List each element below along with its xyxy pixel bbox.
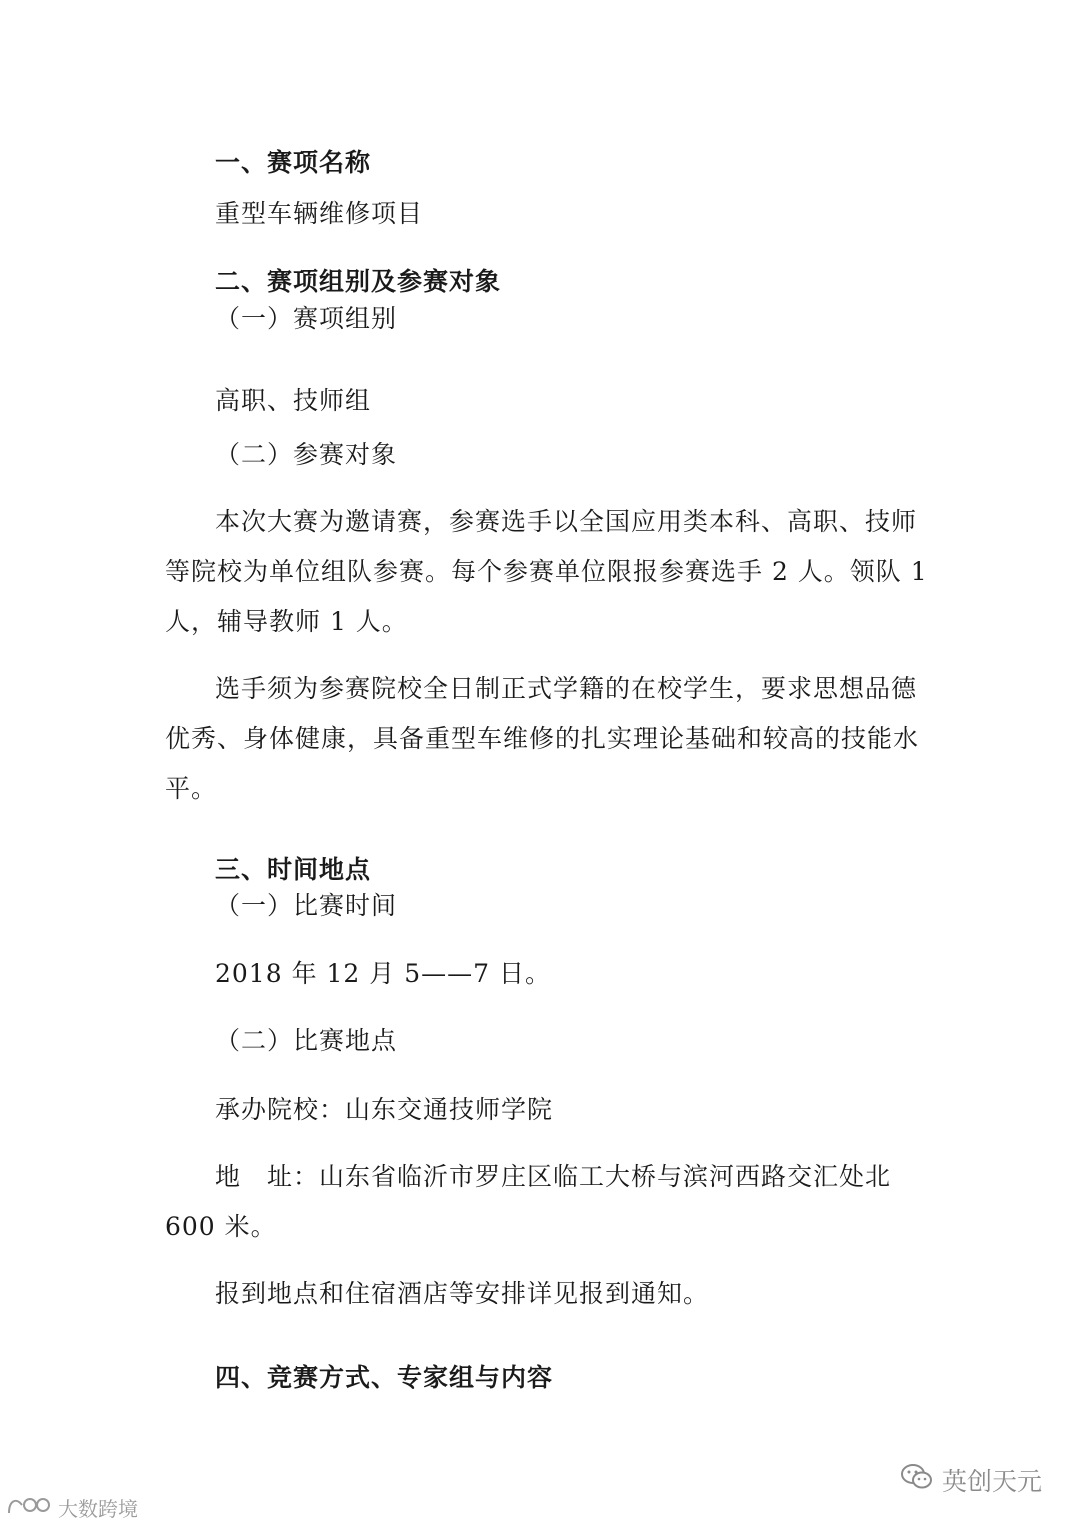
section-3-address-line-2: 600 米。 [165, 1212, 277, 1241]
section-3-host: 承办院校：山东交通技师学院 [215, 1095, 554, 1124]
section-3-title: 三、时间地点 [215, 855, 372, 884]
section-3-note: 报到地点和住宿酒店等安排详见报到通知。 [215, 1279, 710, 1308]
section-2-subtitle-1-text: 高职、技师组 [215, 386, 372, 415]
paragraph-2-line-3: 平。 [165, 774, 218, 803]
section-2-title: 二、赛项组别及参赛对象 [215, 267, 502, 296]
section-3-subtitle-2: （二）比赛地点 [215, 1026, 398, 1055]
section-1-title: 一、赛项名称 [215, 148, 372, 177]
section-4-title: 四、竞赛方式、专家组与内容 [215, 1363, 554, 1392]
watermark-left-text: 大数跨境 [58, 1496, 138, 1521]
watermark-left [6, 1490, 138, 1524]
paragraph-1-line-2: 等院校为单位组队参赛。每个参赛单位限报参赛选手 2 人。领队 1 [165, 557, 928, 586]
section-3-address-line-1: 地 址：山东省临沂市罗庄区临工大桥与滨河西路交汇处北 [215, 1162, 892, 1191]
section-1-text: 重型车辆维修项目 [215, 199, 424, 228]
section-2-subtitle-2: （二）参赛对象 [215, 440, 398, 469]
wechat-icon [900, 1462, 934, 1498]
section-3-time: 2018 年 12 月 5——7 日。 [215, 959, 551, 988]
watermark-right [900, 1460, 1042, 1500]
paragraph-1-line-3: 人，辅导教师 1 人。 [165, 607, 408, 636]
section-2-subtitle-1: （一）赛项组别 [215, 304, 398, 333]
logo-icon [6, 1493, 52, 1522]
section-3-subtitle-1: （一）比赛时间 [215, 891, 398, 920]
paragraph-2-line-1: 选手须为参赛院校全日制正式学籍的在校学生，要求思想品德 [215, 674, 918, 703]
paragraph-1-line-1: 本次大赛为邀请赛，参赛选手以全国应用类本科、高职、技师 [215, 507, 918, 536]
watermark-right-text: 英创天元 [941, 1467, 1042, 1496]
paragraph-2-line-2: 优秀、身体健康，具备重型车维修的扎实理论基础和较高的技能水 [165, 724, 920, 753]
